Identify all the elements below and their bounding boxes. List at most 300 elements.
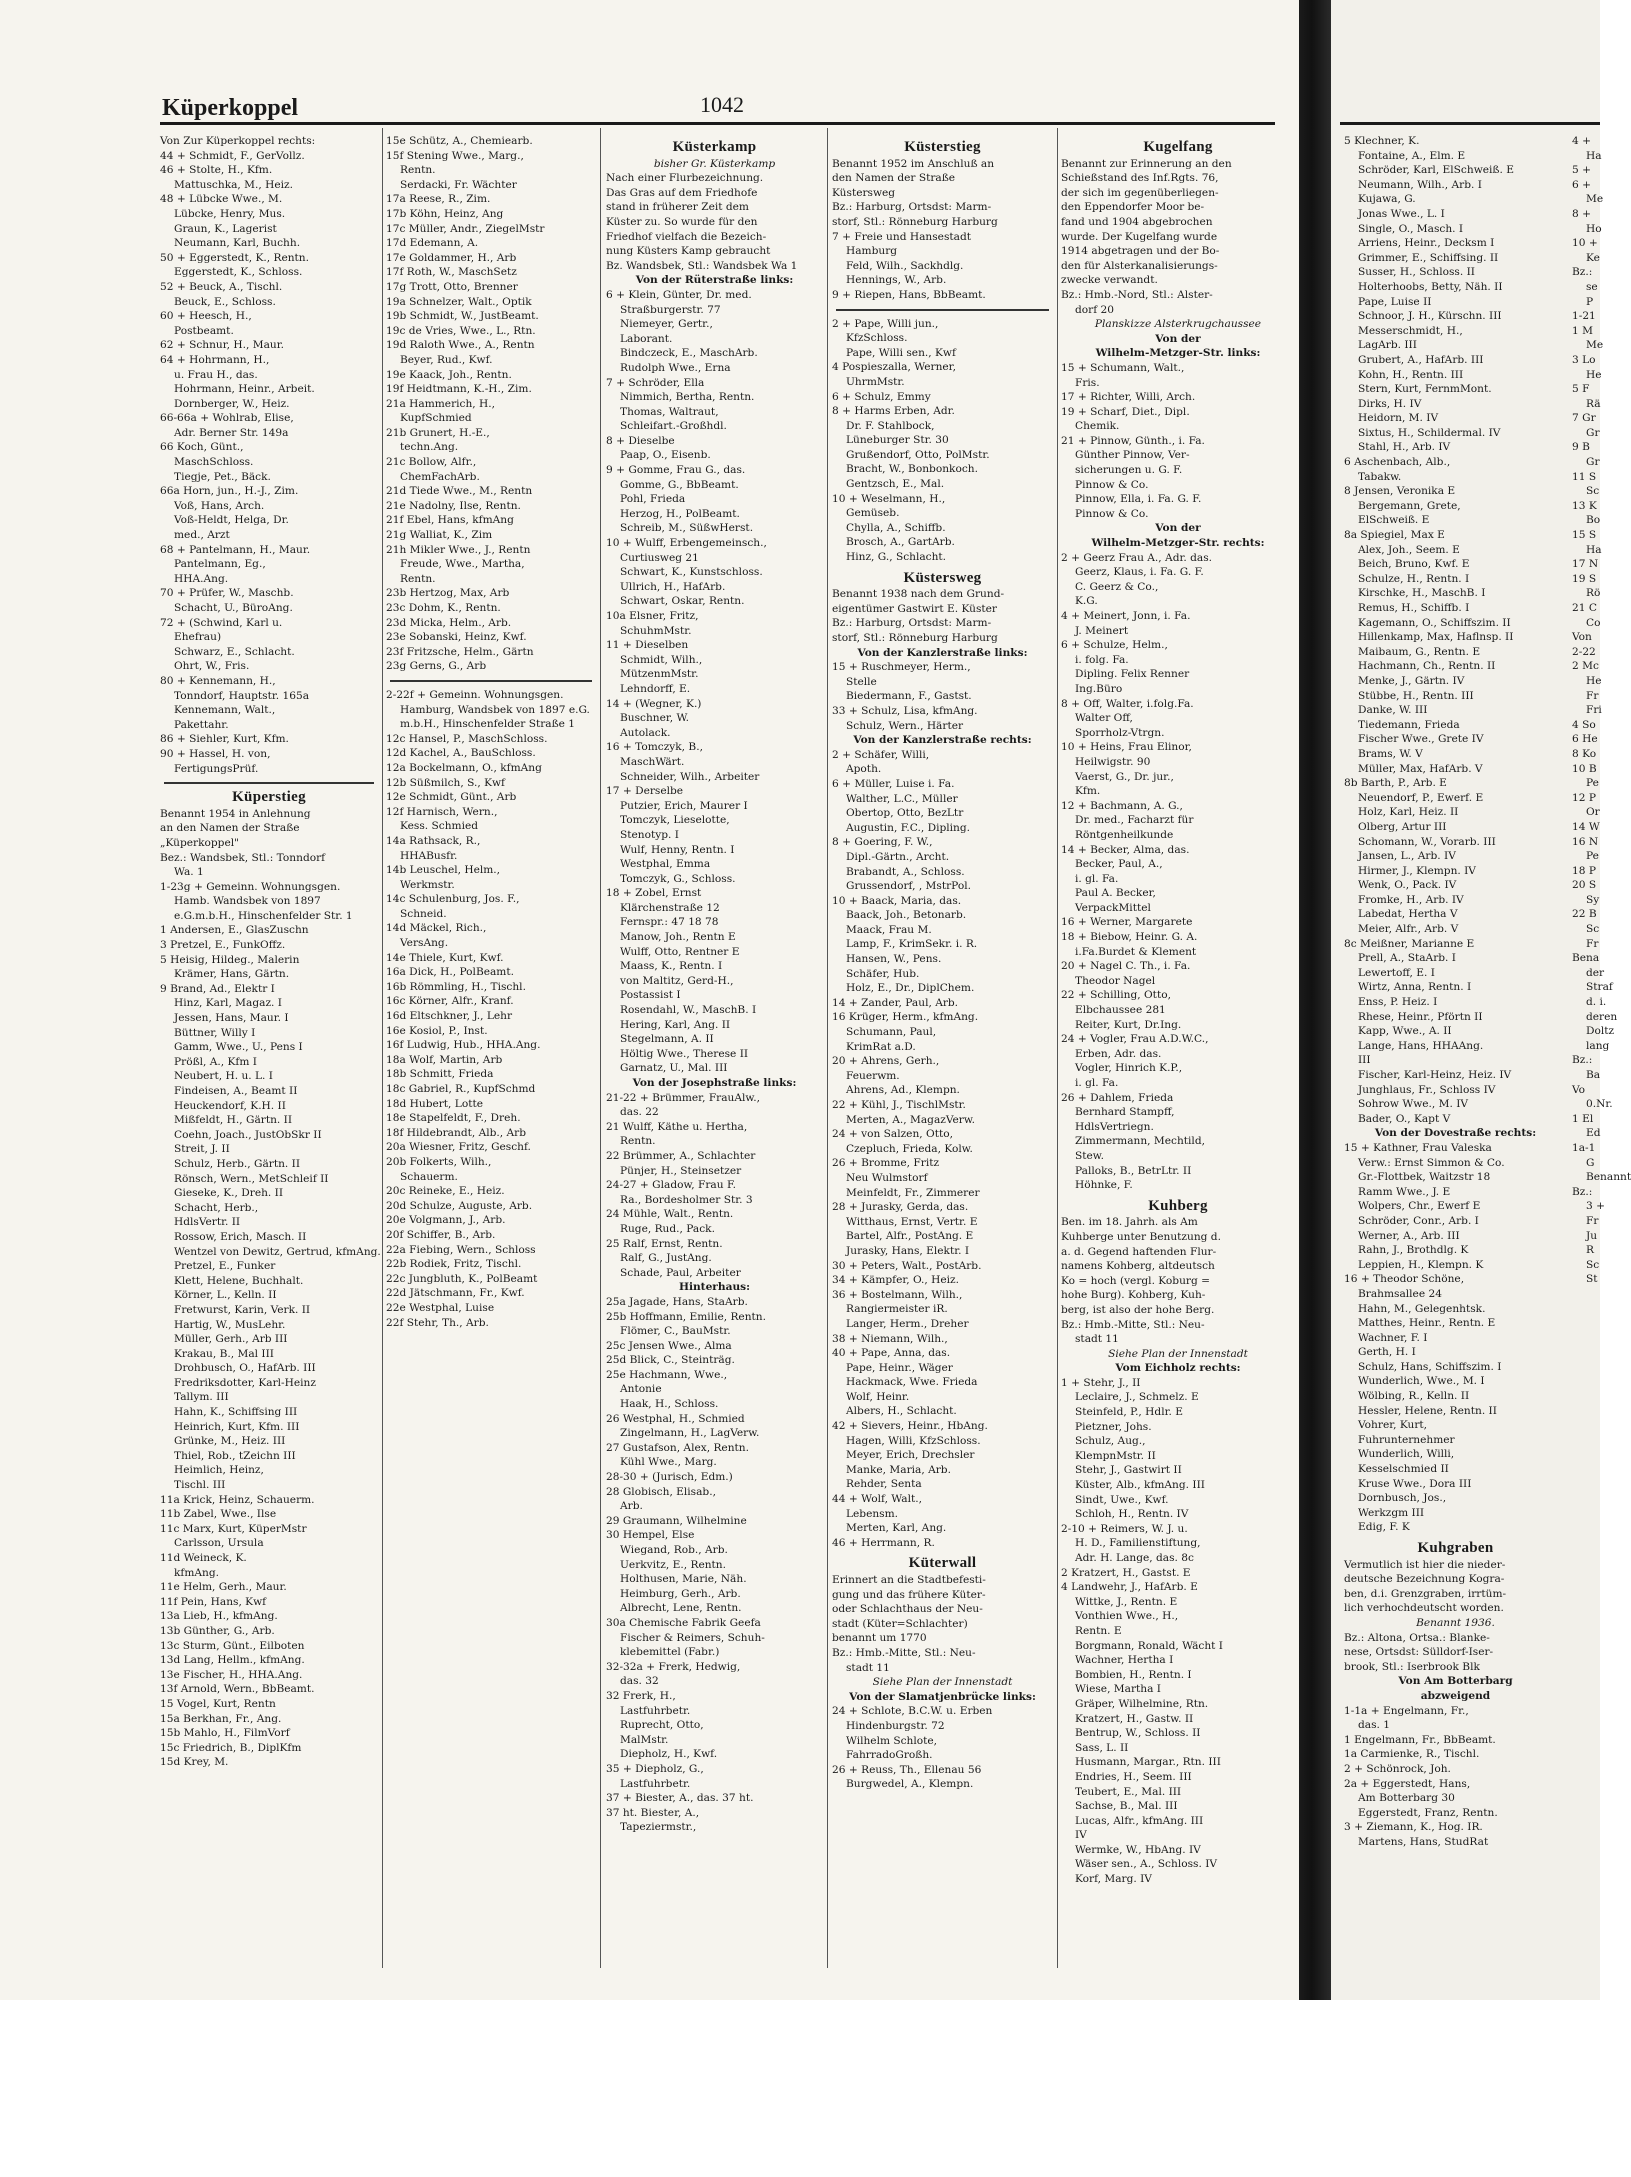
address-entry: 13a Lieb, H., kfmAng. [160, 1610, 278, 1623]
resident-entry: Fischer, Karl-Heinz, Heiz. IV [1358, 1069, 1512, 1081]
address-entry: 22 + Kühl, J., TischlMstr. [832, 1099, 966, 1111]
address-entry: 6 Aschenbach, Alb., [1344, 456, 1451, 469]
address-entry: 11 S [1572, 470, 1597, 483]
address-entry: 14c Schulenburg, Jos. F., [386, 893, 520, 906]
resident-entry: Dr. F. Stahlbock, [846, 419, 935, 432]
resident-entry: Prell, A., StaArb. I [1358, 952, 1456, 965]
address-entry: 15d Krey, M. [160, 1756, 229, 1769]
resident-entry: HHABusfr. [400, 849, 458, 862]
address-entry: Küstersweg [832, 186, 896, 199]
address-entry: 2 + Schönrock, Joh. [1344, 1762, 1451, 1775]
resident-entry: Schleifart.-Großhdl. [620, 420, 727, 433]
resident-entry: Müller, Gerh., Arb III [174, 1333, 288, 1346]
address-entry: 10 + Wulff, Erbengemeinsch., [606, 537, 767, 550]
resident-entry: Klett, Helene, Buchhalt. [174, 1274, 304, 1287]
address-entry: 37 ht. Biester, A., [606, 1806, 700, 1819]
address-entry: 22a Fiebing, Wern., Schloss [386, 1243, 536, 1256]
address-entry: 17c Müller, Andr., ZiegelMstr [386, 222, 545, 235]
resident-entry: Ed [1586, 1127, 1601, 1140]
resident-entry: Bombien, H., Rentn. I [1075, 1668, 1192, 1681]
address-entry: 26 + Bromme, Fritz [832, 1157, 940, 1170]
resident-entry: Remus, H., Schiffb. I [1358, 602, 1470, 614]
resident-entry: Wiese, Martha I [1075, 1683, 1161, 1696]
resident-entry: Carlsson, Ursula [174, 1537, 264, 1550]
resident-entry: Fr [1586, 689, 1599, 702]
resident-entry: Ra., Bordesholmer Str. 3 [620, 1193, 753, 1206]
resident-entry: Beyer, Rud., Kwf. [400, 353, 493, 366]
resident-entry: Chemik. [1075, 420, 1120, 433]
resident-entry: Edig, F. K [1358, 1521, 1410, 1534]
resident-entry: Streit, J. II [174, 1143, 230, 1156]
resident-entry: LagArb. III [1358, 339, 1417, 352]
resident-entry: Ing.Büro [1075, 682, 1123, 695]
address-entry: 21b Grunert, H.-E., [386, 426, 490, 439]
resident-entry: Pohl, Frieda [620, 493, 686, 506]
resident-entry: m.b.H., Hinschenfelder Straße 1 [400, 718, 576, 731]
resident-entry: Vogler, Hinrich K.P., [1075, 1062, 1183, 1075]
address-entry: 7 Gr [1572, 412, 1596, 425]
address-entry: 12f Harnisch, Wern., [386, 805, 498, 818]
address-entry: 28 Globisch, Elisab., [606, 1485, 716, 1498]
resident-entry: Fr [1586, 937, 1599, 950]
resident-entry: Rönsch, Wern., MetSchleif II [174, 1172, 329, 1185]
street-note: Benannt 1936. [1416, 1616, 1495, 1629]
address-entry: namens Kohberg, altdeutsch [1061, 1260, 1215, 1273]
address-entry: Von [1572, 631, 1592, 644]
address-entry: 21h Mikler Wwe., J., Rentn [386, 543, 531, 556]
address-entry: 18f Hildebrandt, Alb., Arb [386, 1126, 527, 1139]
address-entry: 16d Eltschkner, J., Lehr [386, 1010, 513, 1023]
resident-entry: Tonndorf, Hauptstr. 165a [174, 689, 310, 702]
address-entry: 11f Pein, Hans, Kwf [160, 1595, 267, 1608]
resident-entry: Messerschmidt, H., [1358, 324, 1463, 337]
resident-entry: Schulz, Aug., [1075, 1435, 1146, 1448]
resident-entry: Eggerstedt, K., Schloss. [174, 266, 303, 279]
resident-entry: Zimmermann, Mechtild, [1075, 1135, 1205, 1148]
resident-entry: Sc [1586, 923, 1600, 936]
resident-entry: Grimmer, E., Schiffsing. II [1358, 251, 1499, 264]
street-note: bisher Gr. Küsterkamp [653, 157, 776, 170]
resident-entry: Jessen, Hans, Maur. I [174, 1012, 289, 1025]
resident-entry: Pe [1586, 777, 1599, 790]
address-entry: Friedhof vielfach die Bezeich- [606, 230, 767, 243]
address-entry: 20a Wiesner, Fritz, Geschf. [386, 1141, 531, 1154]
resident-entry: Pretzel, E., Funker [174, 1260, 276, 1273]
address-entry: Bz.: Hmb.-Nord, Stl.: Alster- [1061, 288, 1213, 301]
resident-entry: von Maltitz, Gerd-H., [620, 974, 734, 987]
address-entry: 19d Raloth Wwe., A., Rentn [386, 339, 535, 352]
address-entry: 14 + (Wegner, K.) [606, 697, 702, 710]
address-entry: 8 Jensen, Veronika E [1344, 485, 1456, 498]
address-entry: 4 So [1572, 718, 1596, 731]
address-entry: 11c Marx, Kurt, KüperMstr [160, 1522, 307, 1535]
resident-entry: Holz, E., Dr., DiplChem. [846, 982, 975, 995]
address-entry: 29 Graumann, Wilhelmine [606, 1514, 747, 1527]
resident-entry: Tomczyk, Lieselotte, [620, 814, 730, 827]
resident-entry: se [1586, 280, 1598, 293]
resident-entry: Stahl, H., Arb. IV [1358, 441, 1451, 454]
address-entry: fand und 1904 abgebrochen [1061, 215, 1213, 228]
resident-entry: das. 32 [620, 1675, 659, 1688]
address-entry: 25c Jensen Wwe., Alma [606, 1339, 732, 1352]
resident-entry: Schröder, Conr., Arb. I [1358, 1214, 1479, 1227]
address-entry: 17 + Derselbe [606, 785, 684, 798]
resident-entry: Ehefrau) [174, 631, 222, 644]
address-entry: 3 Lo [1572, 353, 1596, 366]
resident-entry: Ju [1586, 1229, 1598, 1242]
resident-entry: Wirtz, Anna, Rentn. I [1358, 981, 1472, 994]
resident-entry: Albrecht, Lene, Rentn. [620, 1602, 742, 1615]
resident-entry: Heimlich, Heinz, [174, 1464, 264, 1477]
address-entry: 25 Ralf, Ernst, Rentn. [606, 1237, 723, 1250]
address-entry: 5 Heisig, Hildeg., Malerin [160, 953, 300, 966]
address-entry: 18e Stapelfeldt, F., Dreh. [386, 1112, 521, 1125]
address-entry: Schießstand des Inf.Rgts. 76, [1061, 172, 1219, 185]
resident-entry: Schacht, U., BüroAng. [174, 602, 293, 614]
column-divider [1057, 128, 1058, 1968]
resident-entry: i. gl. Fa. [1075, 1077, 1119, 1089]
resident-entry: u. Frau H., das. [174, 368, 258, 381]
resident-entry: Rentn. [400, 572, 436, 585]
address-entry: 17f Roth, W., MaschSetz [386, 266, 517, 279]
resident-entry: Rö [1586, 587, 1601, 600]
street-heading: Küterwall [908, 1555, 977, 1572]
address-entry: 11 + Dieselben [606, 639, 689, 652]
address-entry: 15 Vogel, Kurt, Rentn [160, 1697, 276, 1710]
resident-entry: Heilwigstr. 90 [1075, 755, 1151, 768]
resident-entry: Rudolph Wwe., Erna [620, 361, 731, 374]
address-entry: 10 + Baack, Maria, das. [832, 894, 962, 907]
resident-entry: Autolack. [620, 726, 671, 739]
resident-entry: Schäfer, Hub. [846, 967, 920, 980]
resident-entry: Co [1586, 616, 1601, 629]
address-entry: 1-1a + Engelmann, Fr., [1344, 1704, 1469, 1717]
resident-entry: Merten, Karl, Ang. [846, 1522, 947, 1535]
resident-entry: Müller, Max, HafArb. V [1358, 762, 1483, 775]
resident-entry: Coehn, Joach., JustObSkr II [174, 1128, 322, 1141]
resident-entry: Hachmann, Ch., Rentn. II [1358, 660, 1496, 673]
resident-entry: Single, O., Masch. I [1358, 222, 1464, 235]
resident-entry: Bentrup, W., Schloss. II [1075, 1727, 1201, 1740]
address-entry: Benannt 1938 nach dem Grund- [832, 588, 1005, 601]
address-entry: storf, Stl.: Rönneburg Harburg [832, 632, 998, 644]
address-entry: 10a Elsner, Fritz, [606, 610, 699, 622]
address-entry: 22b Rodiek, Fritz, Tischl. [386, 1258, 522, 1271]
resident-entry: Zingelmann, H., LagVerw. [620, 1427, 760, 1440]
address-entry: 13 K [1572, 499, 1597, 512]
resident-entry: Pape, Willi sen., Kwf [846, 346, 956, 359]
resident-entry: Czepluch, Frieda, Kolw. [846, 1142, 973, 1155]
street-heading: Küperstieg [232, 789, 306, 806]
resident-entry: Schwart, Oskar, Rentn. [620, 595, 745, 608]
resident-entry: Bader, O., Kapt V [1358, 1112, 1451, 1125]
resident-entry: Apoth. [846, 763, 882, 776]
address-entry: „Küperkoppel" [160, 836, 239, 849]
resident-entry: Straßburgerstr. 77 [620, 303, 721, 316]
address-entry: 4 Pospieszalla, Werner, [832, 361, 956, 374]
resident-entry: kfmAng. [174, 1566, 220, 1579]
resident-entry: Beich, Bruno, Kwf. E [1358, 558, 1470, 571]
address-entry: 38 + Niemann, Wilh., [832, 1332, 948, 1345]
resident-entry: Stern, Kurt, FernmMont. [1358, 383, 1492, 396]
resident-entry: HdlsVertriegn. [1075, 1120, 1154, 1133]
resident-entry: Husmann, Margar., Rtn. III [1075, 1756, 1221, 1769]
resident-entry: Gemüseb. [846, 507, 900, 520]
resident-entry: Laborant. [620, 332, 673, 345]
resident-entry: Schulze, H., Rentn. I [1358, 572, 1470, 585]
resident-entry: Biedermann, F., Gastst. [846, 690, 972, 703]
address-entry: 1-21 [1572, 310, 1596, 323]
address-entry: 22 B [1572, 908, 1597, 921]
resident-entry: Or [1586, 806, 1600, 819]
address-entry: 16a Dick, H., PolBeamt. [386, 966, 514, 979]
resident-entry: Tischl. III [174, 1479, 226, 1492]
street-heading: Kuhberg [1148, 1197, 1208, 1214]
address-entry: 17e Goldammer, H., Arb [386, 251, 517, 264]
resident-entry: Kennemann, Walt., [174, 704, 276, 717]
resident-entry: Neu Wulmstorf [846, 1171, 928, 1184]
address-entry: oder Schlachthaus der Neu- [832, 1603, 983, 1616]
resident-entry: Küster, Alb., kfmAng. III [1075, 1479, 1205, 1492]
resident-entry: Straf [1586, 981, 1613, 994]
resident-entry: klebemittel (Fabr.) [620, 1646, 720, 1659]
resident-entry: dorf 20 [1075, 303, 1114, 316]
resident-entry: Stew. [1075, 1149, 1104, 1162]
resident-entry: Fretwurst, Karin, Verk. II [174, 1303, 311, 1316]
address-entry: 21 C [1572, 602, 1597, 614]
resident-entry: Garnatz, U., Mal. III [620, 1062, 728, 1075]
address-entry: 8c Meißner, Marianne E [1344, 937, 1475, 950]
section-subheading: Von der [1155, 522, 1201, 535]
resident-entry: Tabakw. [1358, 470, 1402, 483]
resident-entry: He [1586, 368, 1602, 381]
address-entry: 2 Mc [1572, 660, 1599, 673]
resident-entry: Rossow, Erich, Masch. II [174, 1230, 307, 1243]
column-kueperkoppel-kuepersteig [160, 134, 381, 1964]
column-kuhberg-kuhgraben [1344, 134, 1567, 1964]
address-entry: 14d Mäckel, Rich., [386, 922, 487, 935]
resident-entry: Jurasky, Hans, Elektr. I [846, 1244, 970, 1257]
resident-entry: Thomas, Waltraut, [620, 405, 719, 418]
resident-entry: Neumann, Wilh., Arb. I [1358, 178, 1482, 191]
resident-entry: Stegelmann, A. II [620, 1033, 714, 1046]
resident-entry: ChemFachArb. [400, 470, 480, 483]
resident-entry: Brosch, A., GartArb. [846, 536, 955, 549]
resident-entry: Schwarz, E., Schlacht. [174, 645, 295, 658]
resident-entry: Herzog, H., PolBeamt. [620, 507, 740, 520]
resident-entry: Pape, Heinr., Wäger [846, 1361, 953, 1374]
resident-entry: Höhnke, F. [1075, 1179, 1133, 1192]
address-entry: 17b Köhn, Heinz, Ang [386, 207, 504, 220]
address-entry: 21e Nadolny, Ilse, Rentn. [386, 499, 521, 512]
resident-entry: Postassist I [620, 989, 681, 1002]
address-entry: 19a Schnelzer, Walt., Optik [386, 295, 532, 308]
resident-entry: Rentn. E [1075, 1624, 1122, 1637]
resident-entry: Sass, L. II [1075, 1741, 1129, 1754]
resident-entry: Tallym. III [174, 1391, 229, 1404]
resident-entry: Putzier, Erich, Maurer I [620, 799, 748, 812]
resident-entry: techn.Ang. [400, 441, 459, 454]
resident-entry: Krakau, B., Mal III [174, 1347, 274, 1360]
resident-entry: 3 + [1586, 1200, 1605, 1213]
resident-entry: Tiedemann, Frieda [1358, 718, 1460, 731]
address-entry: 8 + Dieselbe [606, 434, 675, 447]
resident-entry: Rentn. [400, 164, 436, 177]
address-entry: Bz.: [1572, 1185, 1593, 1198]
resident-entry: Lüneburger Str. 30 [846, 434, 949, 447]
resident-entry: Hohrmann, Heinr., Arbeit. [174, 383, 315, 396]
address-entry: Bz.: Hmb.-Mitte, Stl.: Neu- [1061, 1318, 1205, 1331]
resident-entry: Grussendorf, , MstrPol. [846, 880, 971, 893]
resident-entry: Pinnow & Co. [1075, 507, 1149, 520]
address-entry: 9 + Riepen, Hans, BbBeamt. [832, 288, 986, 301]
address-entry: 1a Carmienke, R., Tischl. [1344, 1748, 1480, 1761]
resident-entry: J. Meinert [1075, 624, 1129, 637]
page-number: 1042 [700, 92, 744, 117]
resident-entry: Gamm, Wwe., U., Pens I [174, 1041, 303, 1054]
resident-entry: Manke, Maria, Arb. [846, 1463, 951, 1476]
resident-entry: Tomczyk, G., Schloss. [620, 872, 736, 885]
resident-entry: Teubert, E., Mal. III [1075, 1785, 1182, 1798]
resident-entry: Voß-Heldt, Helga, Dr. [174, 514, 289, 527]
resident-entry: HHA.Ang. [174, 572, 229, 585]
resident-entry: Schulz, Hans, Schiffszim. I [1358, 1360, 1502, 1373]
resident-entry: Brams, W. V [1358, 747, 1423, 760]
resident-entry: Albers, H., Schlacht. [846, 1405, 957, 1418]
resident-entry: Feuerwm. [846, 1069, 900, 1082]
resident-entry: Augustin, F.C., Dipling. [846, 821, 971, 834]
address-entry: deutsche Bezeichnung Kogra- [1344, 1573, 1505, 1586]
address-entry: 34 + Kämpfer, O., Heiz. [832, 1274, 959, 1287]
address-entry: 15 S [1572, 529, 1597, 542]
resident-entry: Bernhard Stampff, [1075, 1106, 1175, 1119]
resident-entry: Lamp, F., KrimSekr. i. R. [846, 938, 978, 951]
resident-entry: e.G.m.b.H., Hinschenfelder Str. 1 [174, 909, 353, 922]
address-entry: 13d Lang, Hellm., kfmAng. [160, 1654, 305, 1667]
resident-entry: Wolpers, Chr., Ewerf E [1358, 1200, 1481, 1213]
address-entry: Bena [1572, 952, 1600, 965]
address-entry: 13b Günther, G., Arb. [160, 1624, 275, 1637]
resident-entry: Baack, Joh., Betonarb. [846, 909, 967, 922]
address-entry: 72 + (Schwind, Karl u. [160, 616, 283, 629]
address-entry: 62 + Schnur, H., Maur. [160, 339, 284, 352]
address-entry: 8b Barth, P., Arb. E [1344, 777, 1447, 790]
resident-entry: Kfm. [1075, 785, 1101, 798]
address-entry: 25e Hachmann, Wwe., [606, 1368, 728, 1381]
resident-entry: Wittke, J., Rentn. E [1075, 1595, 1178, 1608]
resident-entry: Wiegand, Rob., Arb. [620, 1544, 728, 1556]
resident-entry: Holz, Karl, Heiz. II [1358, 806, 1459, 819]
resident-entry: Körner, L., Kelln. II [174, 1289, 277, 1302]
address-entry: 25b Hoffmann, Emilie, Rentn. [606, 1310, 766, 1323]
resident-entry: Borgmann, Ronald, Wächt I [1075, 1639, 1223, 1652]
address-entry: 6 + Schulz, Emmy [832, 390, 931, 403]
address-entry: 15 + Ruschmeyer, Herm., [832, 661, 971, 674]
resident-entry: Wäser sen., A., Schloss. IV [1075, 1858, 1218, 1871]
address-entry: 23g Gerns, G., Arb [386, 660, 487, 673]
resident-entry: Fontaine, A., Elm. E [1358, 149, 1466, 162]
resident-entry: Erben, Adr. das. [1075, 1047, 1162, 1060]
address-entry: 16c Körner, Alfr., Kranf. [386, 995, 514, 1008]
address-entry: 8 + [1572, 207, 1591, 220]
resident-entry: Höltig Wwe., Therese II [620, 1047, 749, 1060]
resident-entry: Wulff, Otto, Rentner E [620, 945, 740, 958]
address-entry: 8 + Off, Walter, i.folg.Fa. [1061, 697, 1194, 710]
section-subheading: Von der Dovestraße rechts: [1374, 1127, 1537, 1140]
resident-entry: Neumann, Karl, Buchh. [174, 237, 301, 250]
resident-entry: Reiter, Kurt, Dr.Ing. [1075, 1018, 1182, 1031]
resident-entry: He [1586, 674, 1602, 687]
resident-entry: Junghlaus, Fr., Schloss IV [1358, 1083, 1496, 1096]
address-entry: 6 + Klein, Günter, Dr. med. [606, 288, 752, 301]
resident-entry: Obertop, Otto, BezLtr [846, 807, 964, 820]
resident-entry: Mißfeldt, H., Gärtn. II [174, 1114, 293, 1127]
resident-entry: Diepholz, H., Kwf. [620, 1748, 718, 1761]
resident-entry: Matthes, Heinr., Rentn. E [1358, 1317, 1496, 1330]
resident-entry: UhrmMstr. [846, 375, 905, 388]
resident-entry: Wentzel von Dewitz, Gertrud, kfmAng. [174, 1245, 381, 1258]
resident-entry: Kirschke, H., MaschB. I [1358, 587, 1486, 600]
address-entry: 6 He [1572, 733, 1598, 746]
resident-entry: Sohrow Wwe., M. IV [1358, 1098, 1469, 1111]
address-entry: 12c Hansel, P., MaschSchloss. [386, 732, 548, 745]
resident-entry: Thiel, Rob., tZeichn III [174, 1449, 296, 1462]
address-entry: gung und das frühere Küter- [832, 1588, 986, 1601]
street-note: Planskizze Alsterkrugchaussee [1094, 318, 1262, 331]
address-entry: a. d. Gegend haftenden Flur- [1061, 1245, 1217, 1258]
resident-entry: Hindenburgstr. 72 [846, 1719, 945, 1732]
address-entry: 7 + Freie und Hansestadt [832, 230, 971, 243]
address-entry: 14b Leuschel, Helm., [386, 864, 501, 877]
resident-entry: Adr. H. Lange, das. 8c [1075, 1552, 1194, 1564]
resident-entry: MaschSchloss. [174, 456, 254, 469]
address-entry: 8 Ko [1572, 747, 1597, 760]
resident-entry: Stelle [846, 675, 877, 688]
resident-entry: Heimburg, Gerh., Arb. [620, 1587, 741, 1600]
resident-entry: lang [1586, 1039, 1610, 1052]
resident-entry: Hamburg [846, 245, 898, 258]
resident-entry: Stehr, J., Gastwirt II [1075, 1464, 1182, 1477]
address-entry: 18 P [1572, 864, 1596, 877]
resident-entry: K.G. [1075, 595, 1098, 608]
address-entry: hohe Burg). Kohberg, Kuh- [1061, 1289, 1206, 1302]
resident-entry: Olberg, Artur III [1358, 820, 1447, 833]
resident-entry: Grußendorf, Otto, PolMstr. [846, 448, 990, 461]
address-entry: 28 + Jurasky, Gerda, das. [832, 1201, 969, 1214]
resident-entry: Schmidt, Wilh., [620, 653, 703, 666]
resident-entry: Sc [1586, 1258, 1600, 1271]
address-entry: 30 Hempel, Else [606, 1529, 695, 1542]
section-subheading: Von Am Botterbarg [1398, 1675, 1513, 1688]
resident-entry: Schnoor, J. H., Kürschn. III [1358, 310, 1502, 323]
resident-entry: Kess. Schmied [400, 820, 479, 833]
address-entry: 17a Reese, R., Zim. [386, 193, 491, 206]
resident-entry: Adr. Berner Str. 149a [174, 426, 289, 439]
resident-entry: Becker, Paul, A., [1075, 858, 1163, 871]
address-entry: Bz.: Harburg, Ortsdst: Marm- [832, 201, 992, 214]
resident-entry: Ha [1586, 543, 1602, 556]
address-entry: 46 + Herrmann, R. [832, 1536, 935, 1549]
address-entry: 7 + Schröder, Ella [606, 376, 705, 389]
resident-entry: Pantelmann, Eg., [174, 558, 266, 571]
address-entry: 9 Brand, Ad., Elektr I [160, 982, 275, 995]
resident-entry: Chylla, A., Schiffb. [846, 521, 946, 534]
resident-entry: Fuhrunternehmer [1358, 1433, 1455, 1446]
resident-entry: Hamburg, Wandsbek von 1897 e.G. [400, 703, 590, 716]
resident-entry: Gr [1586, 456, 1600, 469]
address-entry: 68 + Pantelmann, H., Maur. [160, 543, 311, 556]
resident-entry: Wilhelm Schlote, [846, 1734, 938, 1747]
